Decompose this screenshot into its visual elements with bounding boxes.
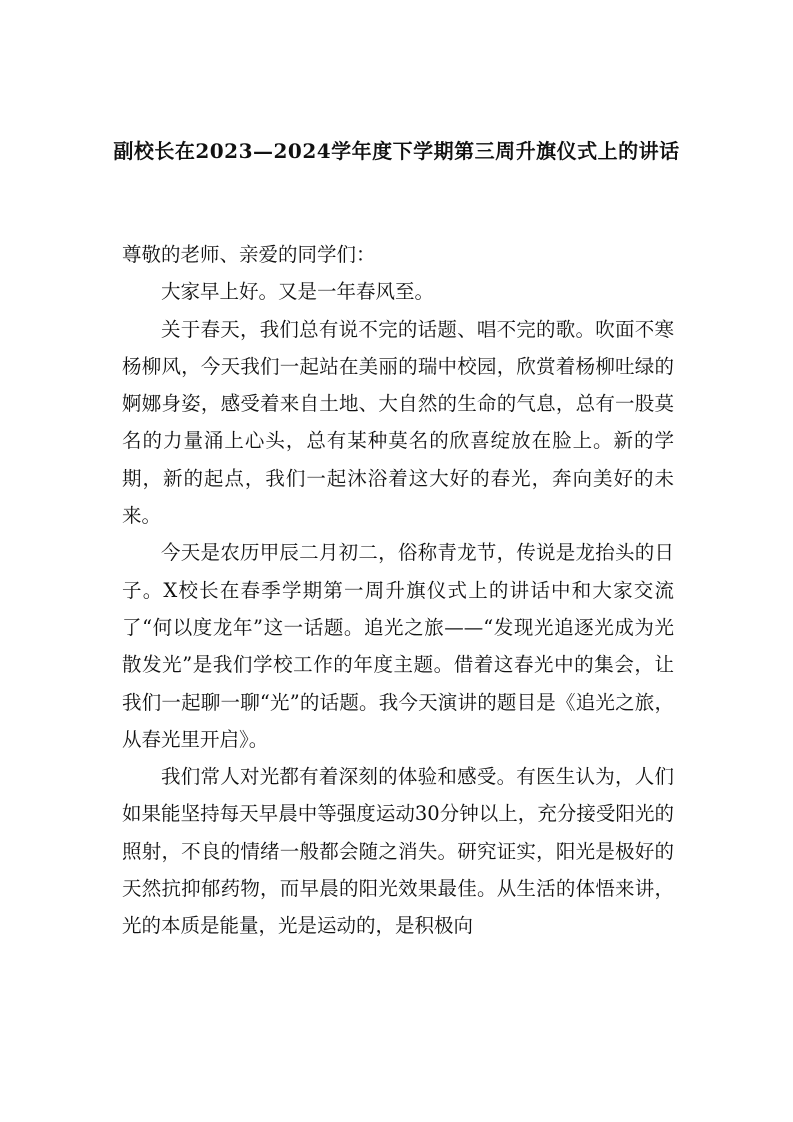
salutation: 尊敬的老师、亲爱的同学们： xyxy=(122,243,376,266)
paragraph-1: 大家早上好。又是一年春风至。 xyxy=(161,280,435,304)
paragraph-3: 今天是农历甲辰二月初二，俗称青龙节，传说是龙抬头的日子。X校长在春季学期第一周升旗仪式上的讲话中和大家交流了“何以度龙年”这一话题。追光之旅——“发现光追逐光成为光散发光”是我们学校工作的年度主题。借着这春光中的集会，让我们一起聊一聊“光”的话题。我今天演讲的题目是《追光之旅，从春光里开启》。 xyxy=(122,541,674,751)
document-title: 副校长在2023—2024学年度下学期第三周升旗仪式上的讲话 xyxy=(113,139,680,163)
document-body xyxy=(122,236,674,945)
paragraph-2: 关于春天，我们总有说不完的话题、唱不完的歌。吹面不寒杨柳风，今天我们一起站在美丽的瑞中校园，欣赏着杨柳吐绿的婀娜身姿，感受着来自土地、大自然的生命的气息，总有一股莫名的力量涌上心头，总有某种莫名的欣喜绽放在脸上。新的学期，新的起点，我们一起沐浴着这大好的春光，奔向美好的未来。 xyxy=(122,317,674,528)
paragraph-4: 我们常人对光都有着深刻的体验和感受。有医生认为，人们如果能坚持每天早晨中等强度运动30分钟以上，充分接受阳光的照射，不良的情绪一般都会随之消失。研究证实，阳光是极好的天然抗抑郁药物，而早晨的阳光效果最佳。从生活的体悟来讲，光的本质是能量，光是运动的，是积极向 xyxy=(122,765,674,938)
